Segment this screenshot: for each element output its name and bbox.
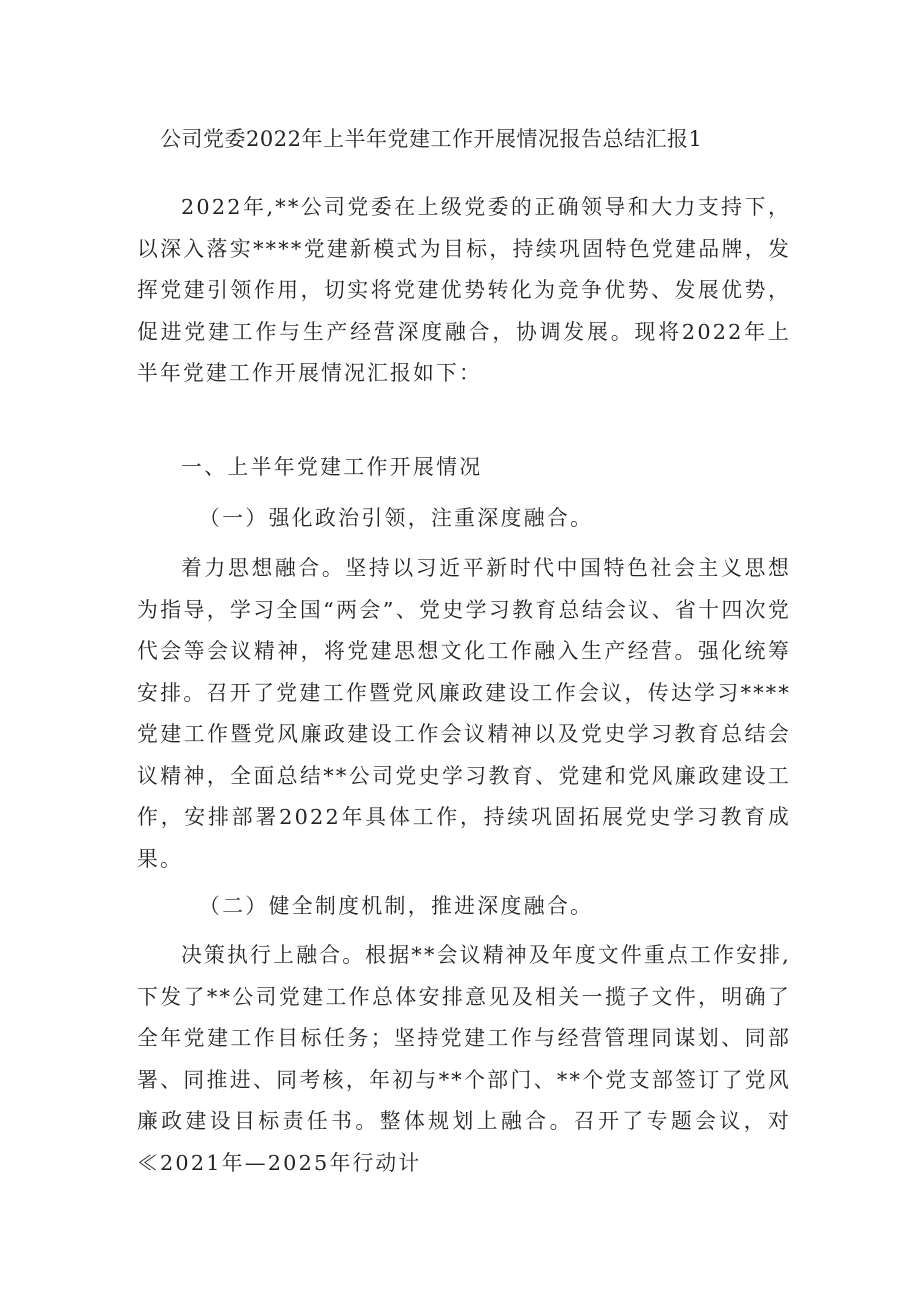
- document-title: 公司党委2022年上半年党建工作开展情况报告总结汇报1: [160, 127, 703, 151]
- subsection-1-heading: （一）强化政治引领，注重深度融合。: [199, 506, 594, 530]
- section-1-heading: 一、上半年党建工作开展情况: [181, 455, 483, 479]
- intro-paragraph: 2022年,**公司党委在上级党委的正确领导和大力支持下，以深入落实****党建新模式为目标，持续巩固特色党建品牌，发挥党建引领作用，切实将党建优势转化为竞争优势、发展优势，促进党建工作与生产经营深度融合，协调发展。现将2022年上半年党建工作开展情况汇报如下：: [137, 195, 791, 385]
- subsection-2-heading: （二）健全制度机制，推进深度融合。: [199, 894, 594, 918]
- subsection-1-paragraph: 着力思想融合。坚持以习近平新时代中国特色社会主义思想为指导，学习全国“两会”、党史学习教育总结会议、省十四次党代会等会议精神，将党建思想文化工作融入生产经营。强化统筹安排。召开了党建工作暨党风廉政建设工作会议，传达学习****党建工作暨党风廉政建设工作会议精神以及党史学习教育总结会议精神，全面总结**公司党史学习教育、党建和党风廉政建设工作，安排部署2022年具体工作，持续巩固拓展党史学习教育成果。: [137, 556, 791, 871]
- subsection-2-paragraph: 决策执行上融合。根据**会议精神及年度文件重点工作安排,下发了**公司党建工作总体安排意见及相关一揽子文件，明确了全年党建工作目标任务；坚持党建工作与经营管理同谋划、同部署、同推进、同考核，年初与**个部门、**个党支部签订了党风廉政建设目标责任书。整体规划上融合。召开了专题会议，对≪2021年—2025年行动计: [137, 943, 791, 1175]
